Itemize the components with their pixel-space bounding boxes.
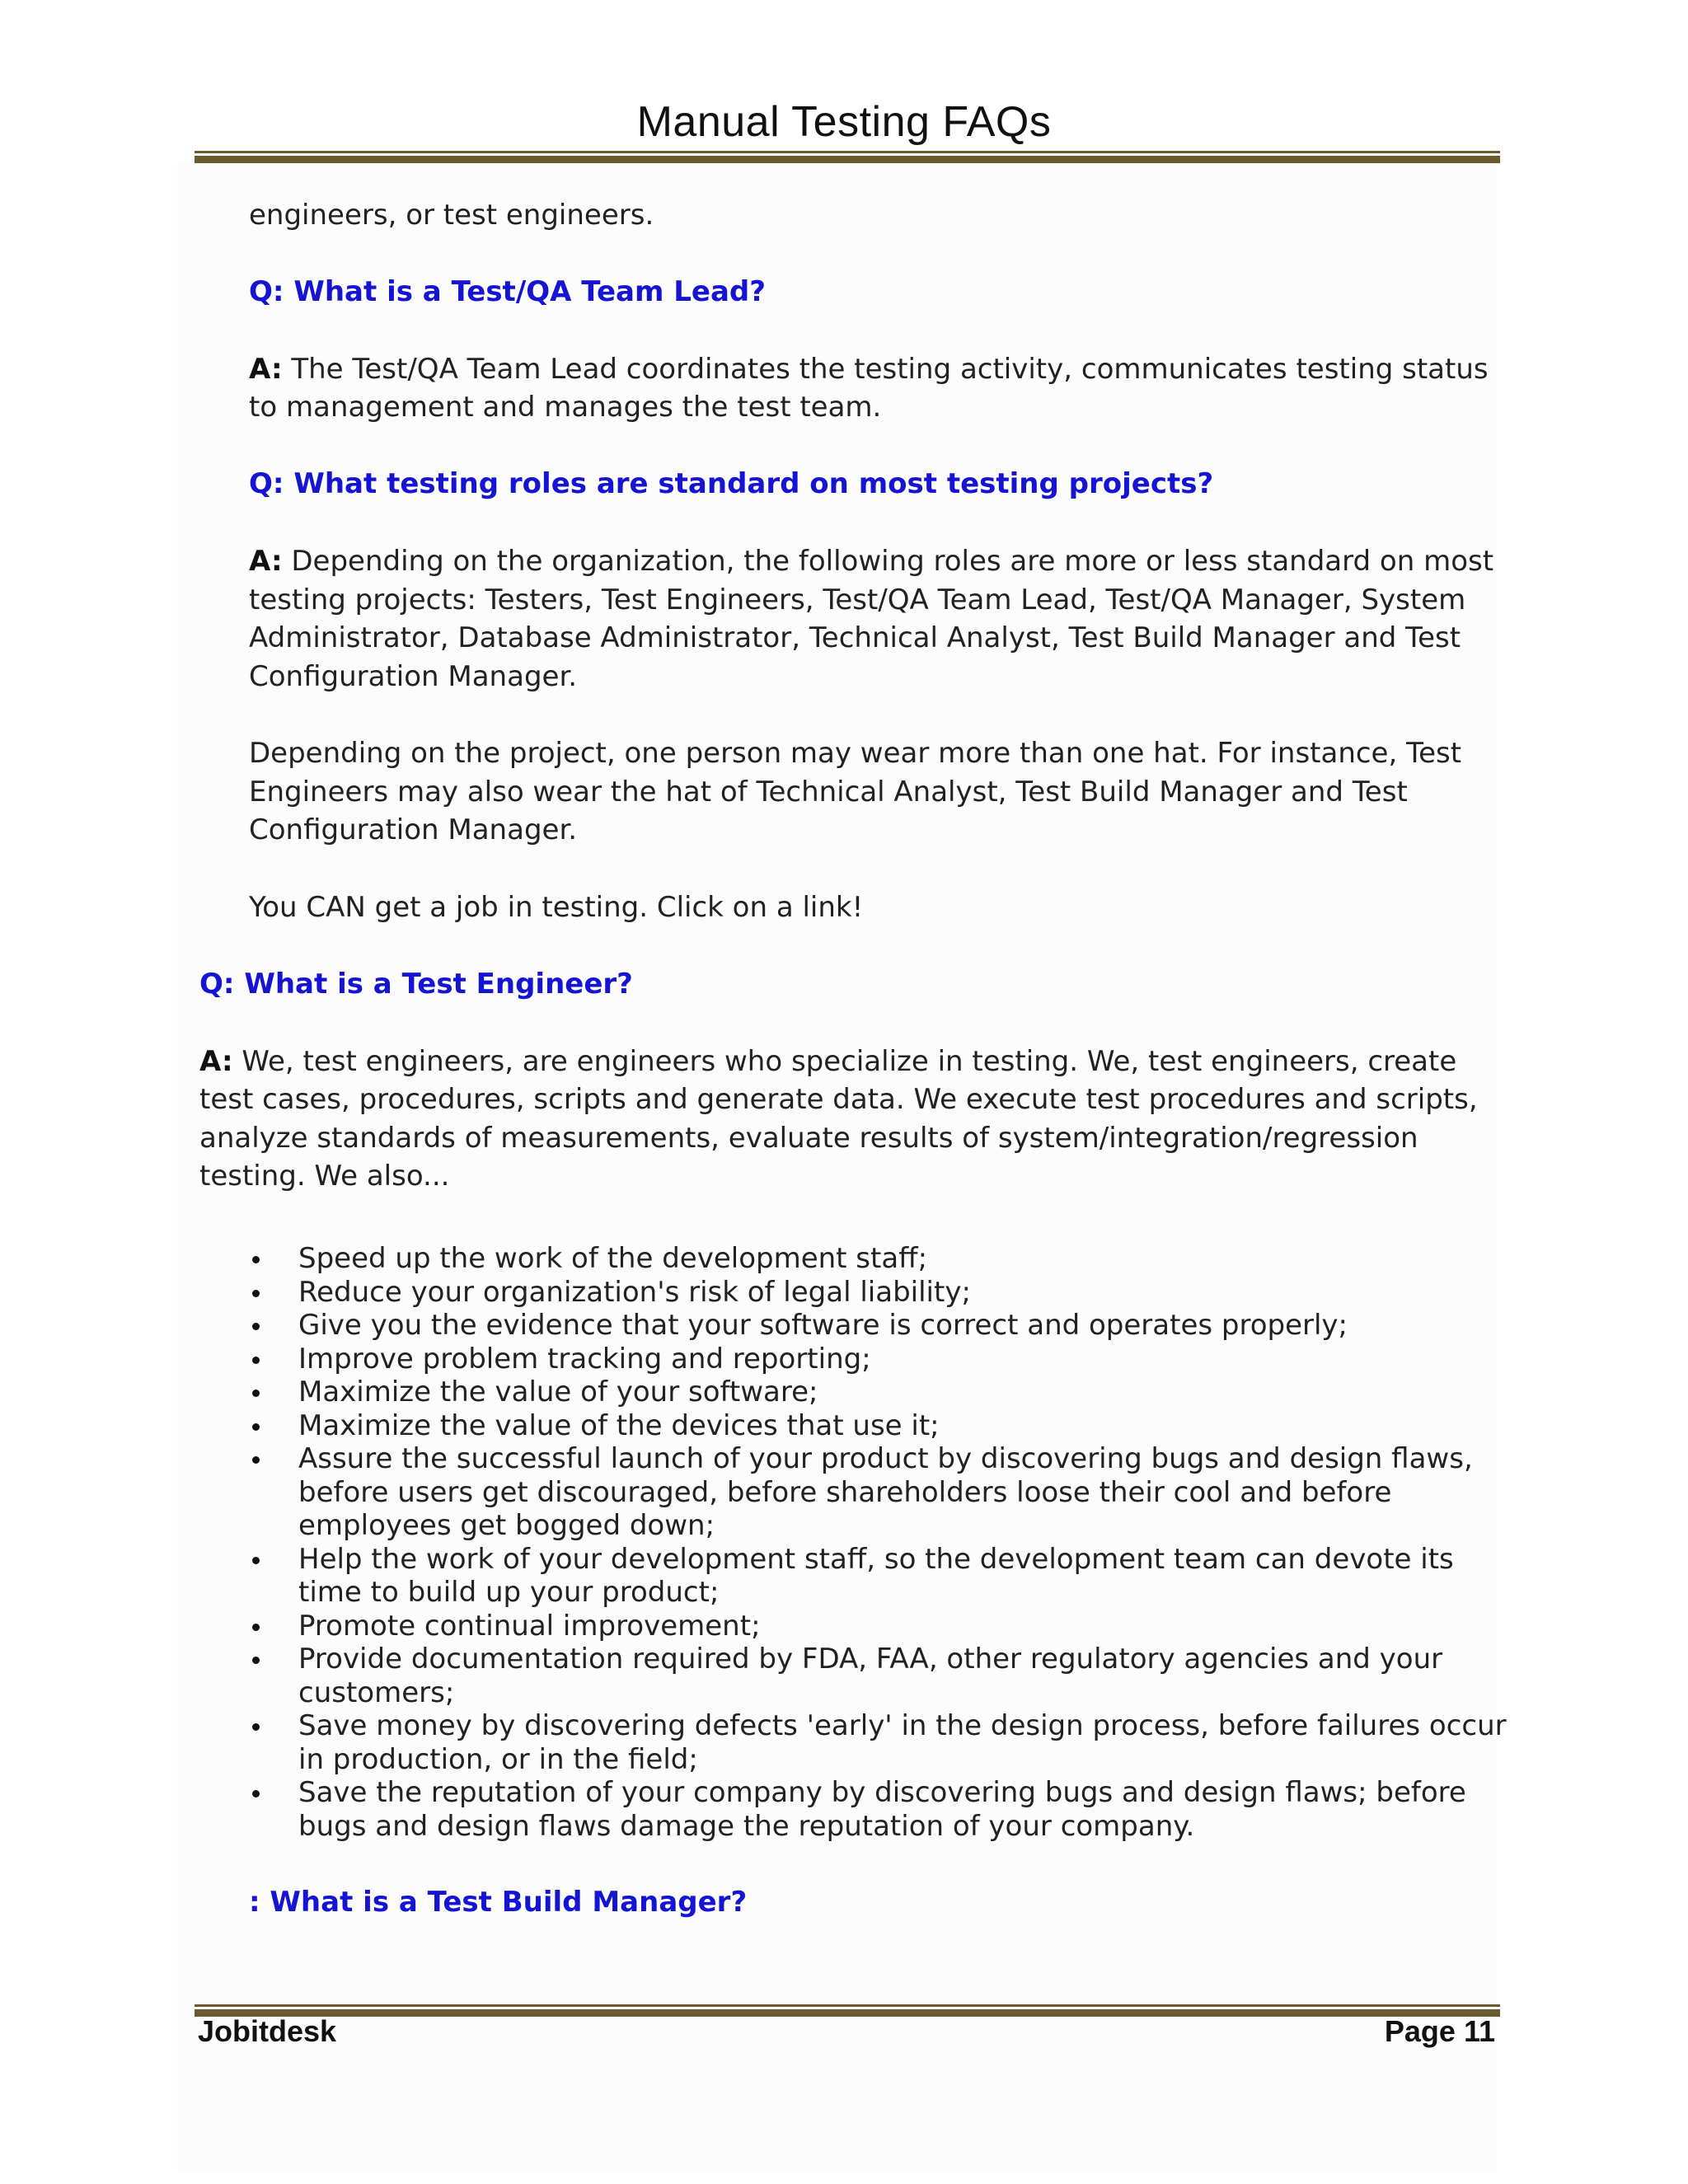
answer-test-engineer-line-2: test cases, procedures, scripts and generate data. We execute test procedures and scripts, bbox=[199, 1083, 1478, 1116]
bullet-item bbox=[252, 1343, 1507, 1376]
answer-test-engineer-line-1: A: We, test engineers, are engineers who specialize in testing. We, test engineers, create bbox=[199, 1045, 1457, 1078]
roles-para2-line-1: Depending on the project, one person may wear more than one hat. For instance, Test bbox=[249, 737, 1462, 770]
bullet-item bbox=[252, 1776, 1507, 1843]
bullet-line: before users get discouraged, before shareholders loose their cool and before bbox=[298, 1475, 1392, 1509]
bullet-item bbox=[252, 1709, 1507, 1776]
question-test-build-manager: : What is a Test Build Manager? bbox=[249, 1886, 748, 1919]
answer-label: A: bbox=[249, 545, 283, 578]
question-test-engineer: Q: What is a Test Engineer? bbox=[199, 968, 633, 1001]
answer-label: A: bbox=[199, 1045, 233, 1078]
answer-qa-lead-line-1: A: The Test/QA Team Lead coordinates the testing activity, communicates testing status bbox=[249, 353, 1489, 386]
bullet-item bbox=[252, 1409, 1507, 1443]
bullet-line: customers; bbox=[298, 1675, 455, 1709]
roles-para2-line-3: Configuration Manager. bbox=[249, 813, 578, 846]
bullet-line: Promote continual improvement; bbox=[298, 1609, 761, 1643]
bullet-item bbox=[252, 1643, 1507, 1709]
answer-roles-line-4: Configuration Manager. bbox=[249, 660, 578, 693]
bullet-line: Save the reputation of your company by discovering bugs and design flaws; before bbox=[298, 1776, 1466, 1809]
intro-fragment: engineers, or test engineers. bbox=[249, 199, 654, 232]
bullet-line: Provide documentation required by FDA, FAA, other regulatory agencies and your bbox=[298, 1643, 1443, 1675]
answer-test-engineer-line-3: analyze standards of measurements, evaluate results of system/integration/regression bbox=[199, 1122, 1418, 1155]
answer-label: A: bbox=[249, 353, 283, 386]
answer-roles-line-2: testing projects: Testers, Test Engineers, Test/QA Team Lead, Test/QA Manager, System bbox=[249, 583, 1466, 616]
bullet-item bbox=[252, 1242, 1507, 1276]
bullet-line: in production, or in the field; bbox=[298, 1742, 698, 1776]
page-title: Manual Testing FAQs bbox=[636, 98, 1052, 146]
header-rule bbox=[195, 151, 1500, 163]
bullet-line: bugs and design flaws damage the reputation of your company. bbox=[298, 1809, 1195, 1843]
bullet-line: Improve problem tracking and reporting; bbox=[298, 1342, 871, 1376]
answer-roles-line-1: A: Depending on the organization, the following roles are more or less standard on most bbox=[249, 545, 1494, 578]
bullet-item bbox=[252, 1442, 1507, 1543]
test-engineer-bullet-list bbox=[252, 1242, 1507, 1843]
bullet-item bbox=[252, 1276, 1507, 1310]
bullet-item bbox=[252, 1309, 1507, 1343]
bullet-line: employees get bogged down; bbox=[298, 1509, 715, 1542]
bullet-item bbox=[252, 1610, 1507, 1643]
roles-para2-line-2: Engineers may also wear the hat of Technical Analyst, Test Build Manager and Test bbox=[249, 776, 1408, 808]
bullet-line: Maximize the value of the devices that use it; bbox=[298, 1408, 940, 1442]
bullet-item bbox=[252, 1376, 1507, 1409]
answer-roles-line-3: Administrator, Database Administrator, Technical Analyst, Test Build Manager and Test bbox=[249, 621, 1461, 654]
job-link-text[interactable]: You CAN get a job in testing. Click on a link! bbox=[249, 891, 864, 924]
bullet-line: Maximize the value of your software; bbox=[298, 1376, 818, 1408]
bullet-line: Speed up the work of the development staff; bbox=[298, 1242, 928, 1275]
footer-page-number: Page 11 bbox=[1384, 2014, 1495, 2048]
bullet-line: Help the work of your development staff, so the development team can devote its bbox=[298, 1542, 1454, 1576]
question-qa-lead: Q: What is a Test/QA Team Lead? bbox=[249, 275, 766, 308]
footer-rule bbox=[195, 2004, 1500, 2017]
bullet-line: Assure the successful launch of your product by discovering bugs and design flaws, bbox=[298, 1442, 1473, 1475]
answer-test-engineer-line-4: testing. We also... bbox=[199, 1160, 450, 1193]
bullet-line: Reduce your organization's risk of legal liability; bbox=[298, 1275, 971, 1309]
footer-site-name: Jobitdesk bbox=[198, 2014, 337, 2048]
question-testing-roles: Q: What testing roles are standard on most testing projects? bbox=[249, 467, 1214, 500]
bullet-line: Give you the evidence that your software is correct and operates properly; bbox=[298, 1309, 1348, 1342]
bullet-item bbox=[252, 1543, 1507, 1610]
bullet-line: Save money by discovering defects 'early' in the design process, before failures occur bbox=[298, 1709, 1507, 1742]
bullet-line: time to build up your product; bbox=[298, 1576, 720, 1609]
answer-qa-lead-line-2: to management and manages the test team. bbox=[249, 391, 882, 424]
